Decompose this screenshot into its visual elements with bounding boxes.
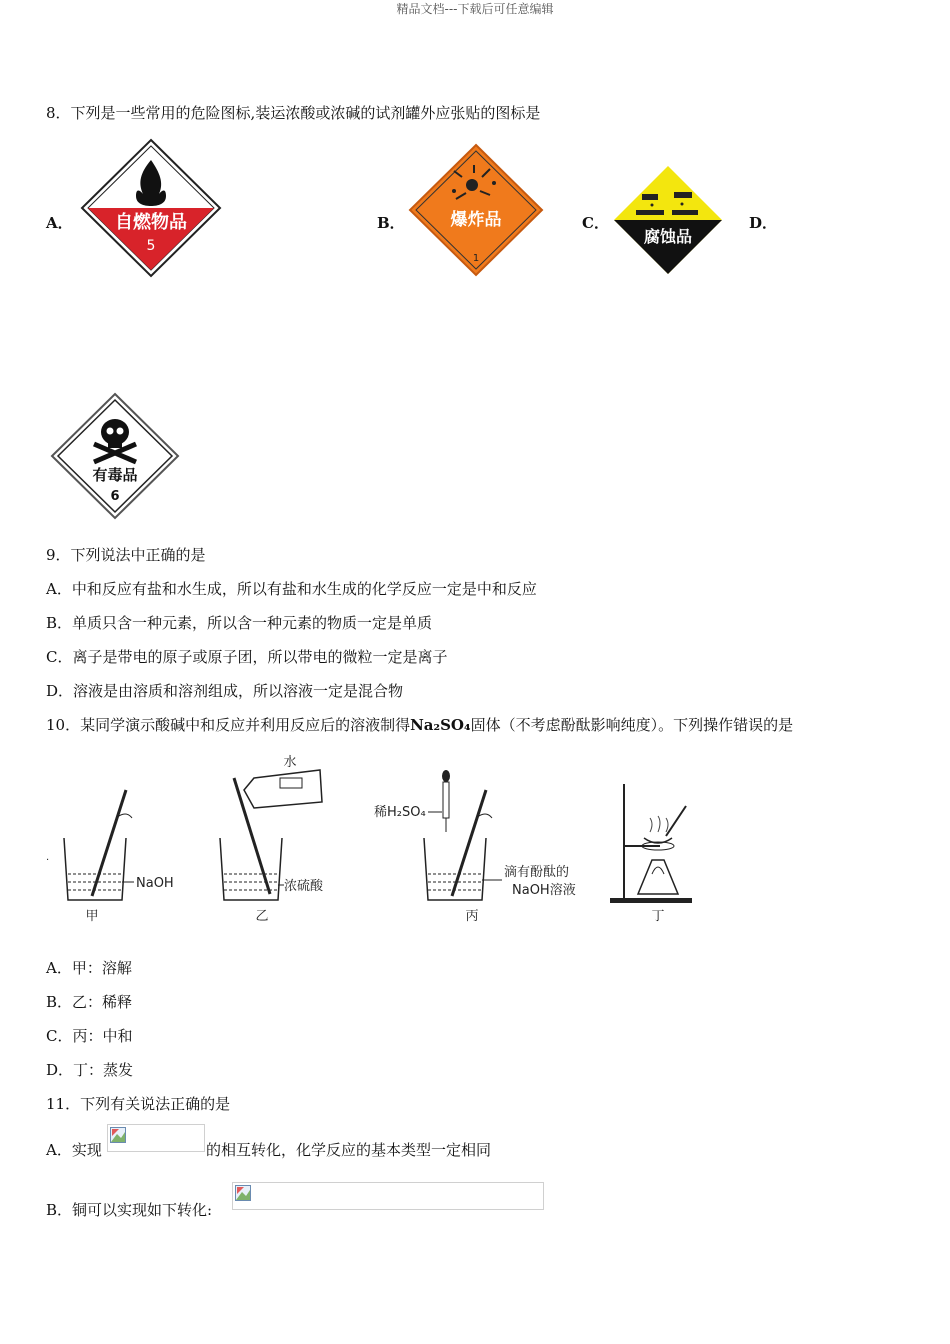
label-ding: 丁: [651, 909, 665, 924]
q11-option-a-post: 的相互转化，化学反应的基本类型一定相同: [206, 1141, 492, 1159]
q8-stem: 8．下列是一些常用的危险图标,装运浓酸或浓碱的试剂罐外应张贴的图标是: [46, 104, 541, 122]
label-conc-sulfuric: 浓硫酸: [284, 879, 324, 894]
q11-option-b-pre: B．铜可以实现如下转化:: [46, 1201, 213, 1219]
beaker-jia: [46, 790, 174, 924]
q10-experiment-figure: [40, 748, 720, 928]
dropper-bulb: [442, 770, 450, 782]
q10-option-a: A．甲：溶解: [46, 959, 132, 977]
label-naoh: NaOH: [136, 876, 174, 891]
page-header: 精品文档---下载后可任意编辑: [396, 2, 554, 16]
label-water: 水: [283, 755, 297, 770]
q11-stem: 11．下列有关说法正确的是: [46, 1095, 231, 1113]
broken-image-placeholder-b: [232, 1182, 544, 1210]
label-jia: 甲: [85, 909, 99, 924]
q10-option-c: C．丙：中和: [46, 1027, 133, 1045]
q10-stem-post: 固体（不考虑酚酞影响纯度）。下列操作错误的是: [470, 716, 794, 734]
sign-d-text: 有毒品: [92, 466, 138, 484]
broken-image-icon: [235, 1185, 251, 1201]
sign-d-number: 6: [110, 489, 120, 504]
broken-image-placeholder-a: [107, 1124, 205, 1152]
evaporating-dish: [644, 838, 672, 843]
q10-option-b: B．乙：稀释: [46, 993, 133, 1011]
q10-stem-pre: 10．某同学演示酸碱中和反应并利用反应后的溶液制得: [46, 716, 411, 734]
label-yi: 乙: [255, 909, 269, 924]
q8-option-d-label: D．: [749, 214, 778, 232]
q11-option-a-pre: A．实现: [46, 1141, 102, 1159]
sign-a-number: 5: [146, 238, 156, 254]
sign-a-text: 自燃物品: [115, 212, 187, 233]
q9-stem: 9．下列说法中正确的是: [46, 546, 206, 564]
sign-c-text: 腐蚀品: [643, 227, 693, 246]
beaker-yi: [220, 754, 324, 924]
q10-stem: [46, 714, 793, 735]
q9-option-c: C．离子是带电的原子或原子团，所以带电的微粒一定是离子: [46, 648, 448, 666]
alcohol-lamp: [638, 860, 678, 894]
beaker-bing: [374, 770, 576, 924]
glass-rod: [666, 806, 686, 836]
q10-option-d: D．丁：蒸发: [46, 1061, 134, 1079]
label-phenolphthalein: 滴有酚酞的: [504, 865, 570, 880]
q8-option-a-label: A．: [46, 214, 73, 232]
hazard-sign-toxic: [50, 392, 180, 520]
q8-option-b-label: B．: [377, 214, 405, 232]
label-dilute-sulfuric: 稀H₂SO₄: [374, 805, 426, 820]
hazard-sign-corrosive: [612, 164, 724, 276]
label-naoh-solution: NaOH溶液: [512, 883, 576, 898]
label-bing: 丙: [465, 909, 479, 924]
q8-option-c-label: C．: [582, 214, 609, 232]
evaporation-setup-ding: [610, 784, 692, 924]
sign-b-text: 爆炸品: [450, 210, 502, 230]
broken-image-icon: [110, 1127, 126, 1143]
hazard-sign-explosive: [408, 143, 544, 277]
svg-text:.: .: [46, 852, 50, 863]
q9-option-d: D．溶液是由溶质和溶剂组成，所以溶液一定是混合物: [46, 682, 404, 700]
hazard-sign-flammable: [80, 138, 222, 278]
sign-b-number: 1: [472, 253, 480, 264]
pouring-bottle: [244, 770, 322, 808]
q9-option-a: A．中和反应有盐和水生成，所以有盐和水生成的化学反应一定是中和反应: [46, 580, 537, 598]
q10-formula: Na₂SO₄: [410, 716, 471, 734]
q9-option-b: B．单质只含一种元素，所以含一种元素的物质一定是单质: [46, 614, 433, 632]
